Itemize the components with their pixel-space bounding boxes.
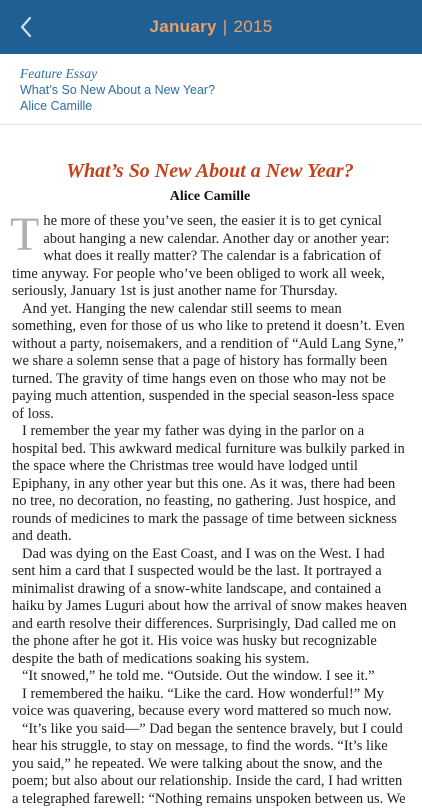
paragraph: I remember the year my father was dying in the parlor on a hospital bed. This awkward medical furniture was bulkily parked in the space where the Christmas tree would have lodged until Epiphany, in any other year but this one. As it was, there had been no tree, no decoration, no feasting, no gathering. Just hospice, and rounds of medicines to mark the passage of time between sickness and death. (12, 423, 408, 546)
meta-article-title: What’s So New About a New Year? (20, 82, 402, 98)
issue-month: January (149, 17, 216, 37)
meta-article-author: Alice Camille (20, 98, 402, 114)
drop-cap: T (10, 213, 43, 255)
paragraph: “It snowed,” he told me. “Outside. Out the window. I see it.” (12, 668, 408, 686)
article-author: Alice Camille (12, 189, 408, 205)
article (0, 159, 422, 808)
paragraph: I remembered the haiku. “Like the card. How wonderful!” My voice was quavering, because every word mattered so much now. (12, 686, 408, 721)
article-title: What’s So New About a New Year? (12, 159, 408, 183)
paragraph-text: he more of these you’ve seen, the easier it is to get cynical about hanging a new calendar. Another day or another year: what does it really matter? The calendar is a fabrication of time anyway. For people who’ve been obliged to work all week, seriously, January 1st is just another name for Thursday. (12, 213, 390, 299)
article-category: Feature Essay (20, 66, 402, 82)
paragraph: Dad was dying on the East Coast, and I was on the West. I had sent him a card that I suspected would be the last. It portrayed a minimalist drawing of a snow-white landscape, and contained a haiku by James Luguri about how the arrival of snow makes heaven and earth resolve their differences. Surprisingly, Dad called me on the phone after he got it. His voice was husky but recognizable despite the bath of medications soaking his system. (12, 546, 408, 669)
article-meta (0, 54, 422, 125)
article-body (12, 213, 408, 808)
issue-title (0, 0, 422, 54)
paragraph (12, 213, 408, 301)
paragraph: And yet. Hanging the new calendar still seems to mean something, even for those of us who like to pretend it doesn’t. Even without a party, noisemakers, and a rendition of “Auld Lang Syne,” we share a solemn sense that a page of history has formally been turned. The gravity of time hangs even on those who may not be paying much attention, suspended in the special season-less space of loss. (12, 301, 408, 424)
paragraph: “It’s like you said—” Dad began the sentence bravely, but I could hear his struggle, to stay on message, to find the words. “It’s like you said,” he repeated. We were talking about the snow, and the poem; but also about our relationship. Inside the card, I had written a telegraphed farewell: “Nothing remains unspoken between us. We (12, 721, 408, 808)
title-separator: | (223, 17, 228, 37)
navigation-bar (0, 0, 422, 54)
issue-year: 2015 (234, 17, 273, 37)
